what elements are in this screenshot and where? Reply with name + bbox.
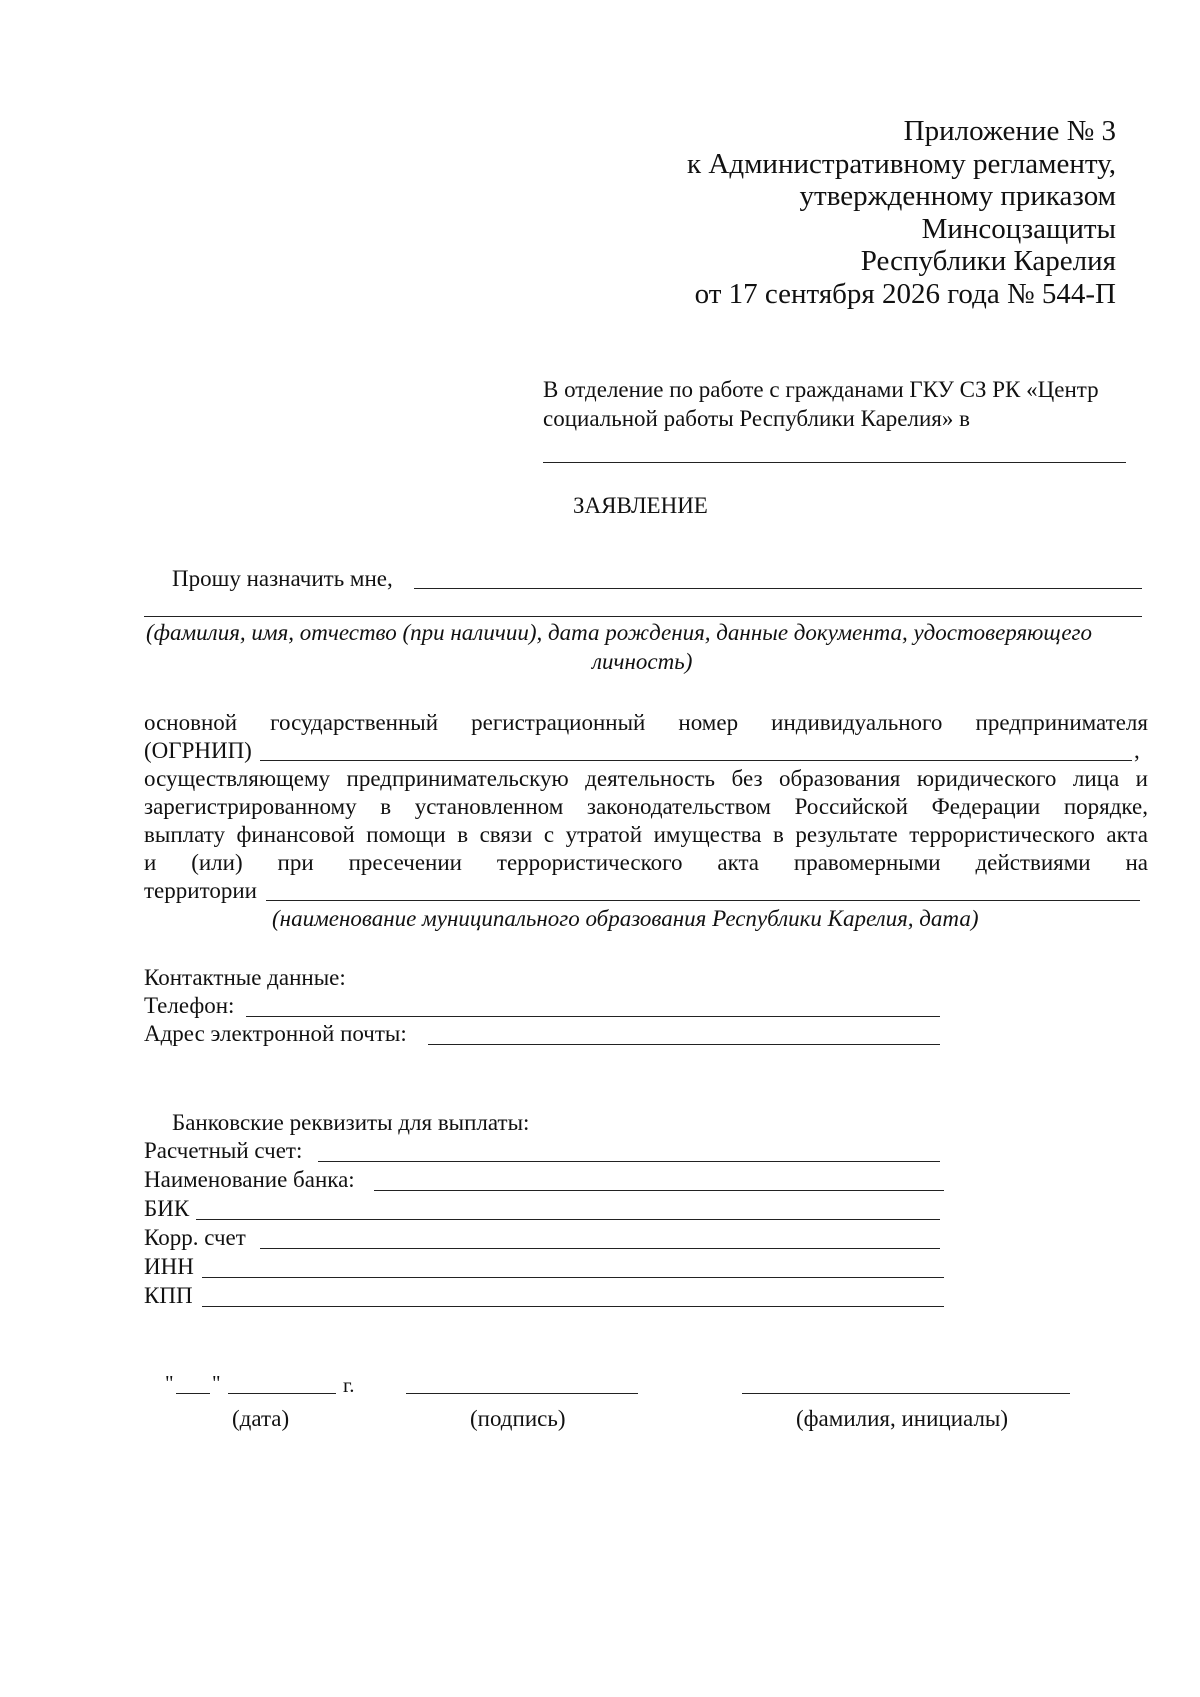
applicant-hint-line-2: личность) xyxy=(592,649,693,674)
bank-heading: Банковские реквизиты для выплаты: xyxy=(172,1110,530,1135)
appendix-line: к Административному регламенту, xyxy=(687,147,1116,180)
bik-label: БИК xyxy=(144,1196,190,1221)
phone-label: Телефон: xyxy=(144,993,235,1018)
date-month-field[interactable] xyxy=(228,1393,336,1394)
request-intro: Прошу назначить мне, xyxy=(172,566,393,591)
addressee-blank-line[interactable] xyxy=(543,462,1126,463)
email-field[interactable] xyxy=(428,1044,940,1045)
body-line-6: и (или) при пресечении террористического акта правомерными действиями на xyxy=(144,850,1148,875)
addressee-line-2: социальной работы Республики Карелия» в xyxy=(543,406,970,431)
date-year-suffix: г. xyxy=(343,1373,355,1397)
corr-account-label: Корр. счет xyxy=(144,1225,246,1250)
body-line-5: выплату финансовой помощи в связи с утратой имущества в результате террористического акта xyxy=(144,822,1148,847)
date-quote-close: " xyxy=(212,1371,221,1395)
kpp-field[interactable] xyxy=(202,1306,944,1307)
appendix-line: Приложение № 3 xyxy=(903,115,1116,147)
signature-field[interactable] xyxy=(406,1393,638,1394)
inn-field[interactable] xyxy=(202,1277,944,1278)
appendix-block xyxy=(687,115,1116,310)
full-name-field[interactable] xyxy=(742,1393,1070,1394)
territory-blank-line[interactable] xyxy=(266,900,1140,901)
kpp-label: КПП xyxy=(144,1283,193,1308)
date-caption: (дата) xyxy=(232,1406,290,1431)
date-quote-open: " xyxy=(165,1371,174,1395)
body-line-1: основной государственный регистрационный номер индивидуального предпринимателя xyxy=(144,710,1148,735)
inn-label: ИНН xyxy=(144,1254,194,1279)
territory-hint: (наименование муниципального образования Республики Карелия, дата) xyxy=(272,906,979,931)
bank-name-field[interactable] xyxy=(374,1190,944,1191)
bik-field[interactable] xyxy=(196,1219,940,1220)
email-label: Адрес электронной почты: xyxy=(144,1021,407,1046)
bank-name-label: Наименование банка: xyxy=(144,1167,355,1192)
account-field[interactable] xyxy=(318,1161,940,1162)
document-title: ЗАЯВЛЕНИЕ xyxy=(573,493,708,518)
addressee-line-1: В отделение по работе с гражданами ГКУ СЗ РК «Центр xyxy=(543,377,1099,402)
applicant-blank-line-1[interactable] xyxy=(414,588,1142,589)
applicant-blank-line-2[interactable] xyxy=(144,616,1142,617)
ogrnip-label: (ОГРНИП) xyxy=(144,738,252,763)
applicant-hint-line-1: (фамилия, имя, отчество (при наличии), дата рождения, данные документа, удостоверяющего xyxy=(146,620,1093,645)
addressee-block xyxy=(543,375,1099,433)
corr-account-field[interactable] xyxy=(260,1248,940,1249)
full-name-caption: (фамилия, инициалы) xyxy=(796,1406,1009,1431)
account-label: Расчетный счет: xyxy=(144,1138,303,1163)
ogrnip-comma: , xyxy=(1134,738,1140,763)
body-line-4: зарегистрированному в установленном законодательством Российской Федерации порядке, xyxy=(144,794,1148,819)
appendix-line: утвержденному приказом xyxy=(799,180,1116,212)
appendix-line: от 17 сентября 2026 года № 544-П xyxy=(694,277,1116,310)
appendix-line: Минсоцзащиты xyxy=(921,212,1116,245)
signature-caption: (подпись) xyxy=(470,1406,566,1431)
phone-field[interactable] xyxy=(246,1016,940,1017)
ogrnip-blank-line[interactable] xyxy=(260,760,1132,761)
contacts-heading: Контактные данные: xyxy=(144,965,346,990)
body-line-3: осуществляющему предпринимательскую деятельность без образования юридического лица и xyxy=(144,766,1148,791)
date-day-field[interactable] xyxy=(176,1393,210,1394)
appendix-line: Республики Карелия xyxy=(860,245,1116,277)
territory-label: территории xyxy=(144,878,257,903)
